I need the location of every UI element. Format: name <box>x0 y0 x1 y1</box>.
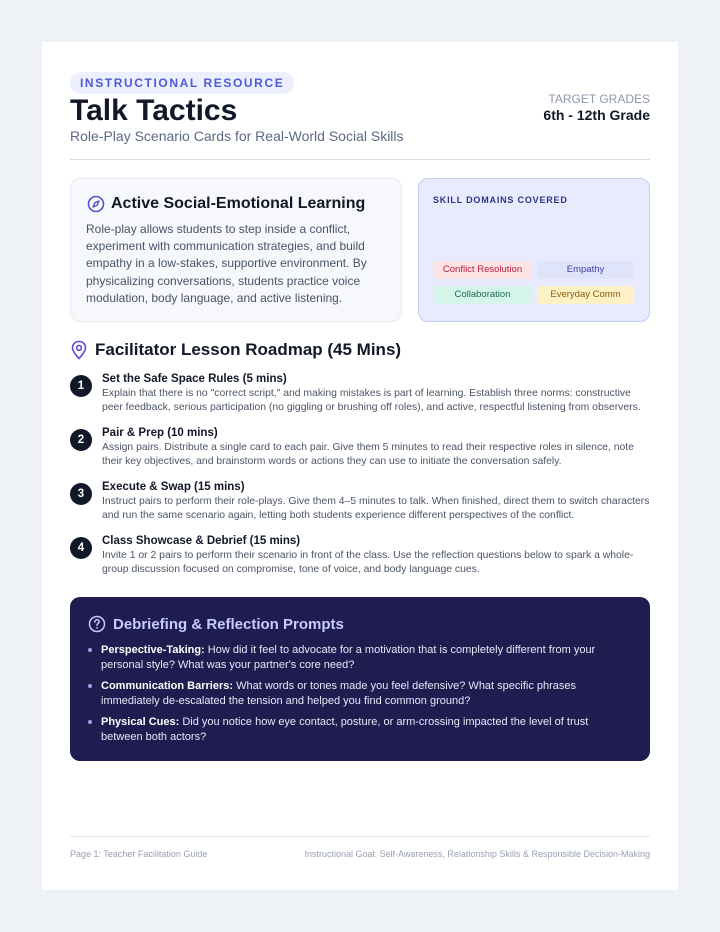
target-grades-label: TARGET GRADES <box>548 92 650 106</box>
skill-domains-title: SKILL DOMAINS COVERED <box>433 195 568 205</box>
step-title: Set the Safe Space Rules (5 mins) <box>102 373 287 385</box>
prompt-label: Perspective-Taking: <box>101 644 205 656</box>
skill-tag-everyday-comm: Everyday Comm <box>537 286 634 304</box>
map-pin-icon <box>70 340 88 360</box>
debrief-list <box>88 643 628 751</box>
roadmap-header <box>70 340 401 360</box>
step-number: 1 <box>70 375 92 397</box>
resource-badge: INSTRUCTIONAL RESOURCE <box>70 72 294 94</box>
step-title: Class Showcase & Debrief (15 mins) <box>102 535 301 547</box>
target-grades-value: 6th - 12th Grade <box>543 107 650 123</box>
step-title: Pair & Prep (10 mins) <box>102 427 218 439</box>
footer-goal: Instructional Goal: Self-Awareness, Relationship Skills & Responsible Decision-Making <box>304 849 650 859</box>
intro-body: Role-play allows students to step inside a conflict, experiment with communication strategies, and build empathy in a low-stakes, supportive environment. By physicalizing conversations, students practice voice modulation, body language, and active listening. <box>86 222 367 305</box>
step-number: 4 <box>70 537 92 559</box>
step-description: Explain that there is no "correct script," and making mistakes is part of learning. Establish three norms: constructive peer feedback, serious participation (no giggling or brushing off roles), and active, respectful listening from observers. <box>102 388 641 413</box>
step-number: 3 <box>70 483 92 505</box>
bullet-dot <box>88 720 92 724</box>
bullet-dot <box>88 684 92 688</box>
skill-tag-collaboration: Collaboration <box>434 286 531 304</box>
roadmap-title: Facilitator Lesson Roadmap (45 Mins) <box>95 340 402 359</box>
step-title: Execute & Swap (15 mins) <box>102 481 245 493</box>
bullet-dot <box>88 648 92 652</box>
skill-domains-card <box>418 178 650 322</box>
prompt-text: Did you notice how eye contact, posture, or arm-crossing impacted the level of trust between both actors? <box>101 716 589 743</box>
prompt-text: What words or tones made you feel defensive? What specific phrases immediately de-escalated the tension and helped you find common ground? <box>101 680 577 707</box>
header-divider <box>70 159 650 160</box>
question-circle-icon <box>88 615 106 633</box>
prompt-text: How did it feel to advocate for a motivation that is completely different from your personal style? What was your partner's core need? <box>101 644 596 671</box>
step-description: Invite 1 or 2 pairs to perform their scenario in front of the class. Use the reflection questions below to spark a whole-group discussion focused on compromise, tone of voice, and body language cues. <box>102 550 634 575</box>
skill-tag-empathy: Empathy <box>537 261 634 279</box>
debrief-item <box>88 715 628 744</box>
debrief-header <box>88 615 344 633</box>
prompt-label: Communication Barriers: <box>101 680 234 692</box>
intro-title: Active Social-Emotional Learning <box>111 195 366 212</box>
compass-icon <box>87 195 105 213</box>
step-number: 2 <box>70 429 92 451</box>
page-subtitle: Role-Play Scenario Cards for Real-World Social Skills <box>70 128 404 144</box>
page-title: Talk Tactics <box>70 94 238 127</box>
skill-tag-conflict-resolution: Conflict Resolution <box>434 261 531 279</box>
debrief-panel <box>70 597 650 761</box>
debrief-item <box>88 679 628 708</box>
intro-card <box>70 178 402 322</box>
footer-page-label: Page 1: Teacher Facilitation Guide <box>70 849 208 859</box>
prompt-label: Physical Cues: <box>101 716 180 728</box>
debrief-title: Debriefing & Reflection Prompts <box>113 615 344 633</box>
step-description: Instruct pairs to perform their role-plays. Give them 4–5 minutes to talk. When finished, direct them to switch characters and run the same scenario again, letting both students experience different perspectives of the conflict. <box>102 496 650 521</box>
debrief-item <box>88 643 628 672</box>
document-page <box>42 42 678 890</box>
intro-header <box>87 195 365 213</box>
footer-divider <box>70 836 650 837</box>
step-description: Assign pairs. Distribute a single card to each pair. Give them 5 minutes to read their respective roles in silence, note their key objectives, and brainstorm words or actions they can use to initiate the conversation safely. <box>102 442 634 467</box>
